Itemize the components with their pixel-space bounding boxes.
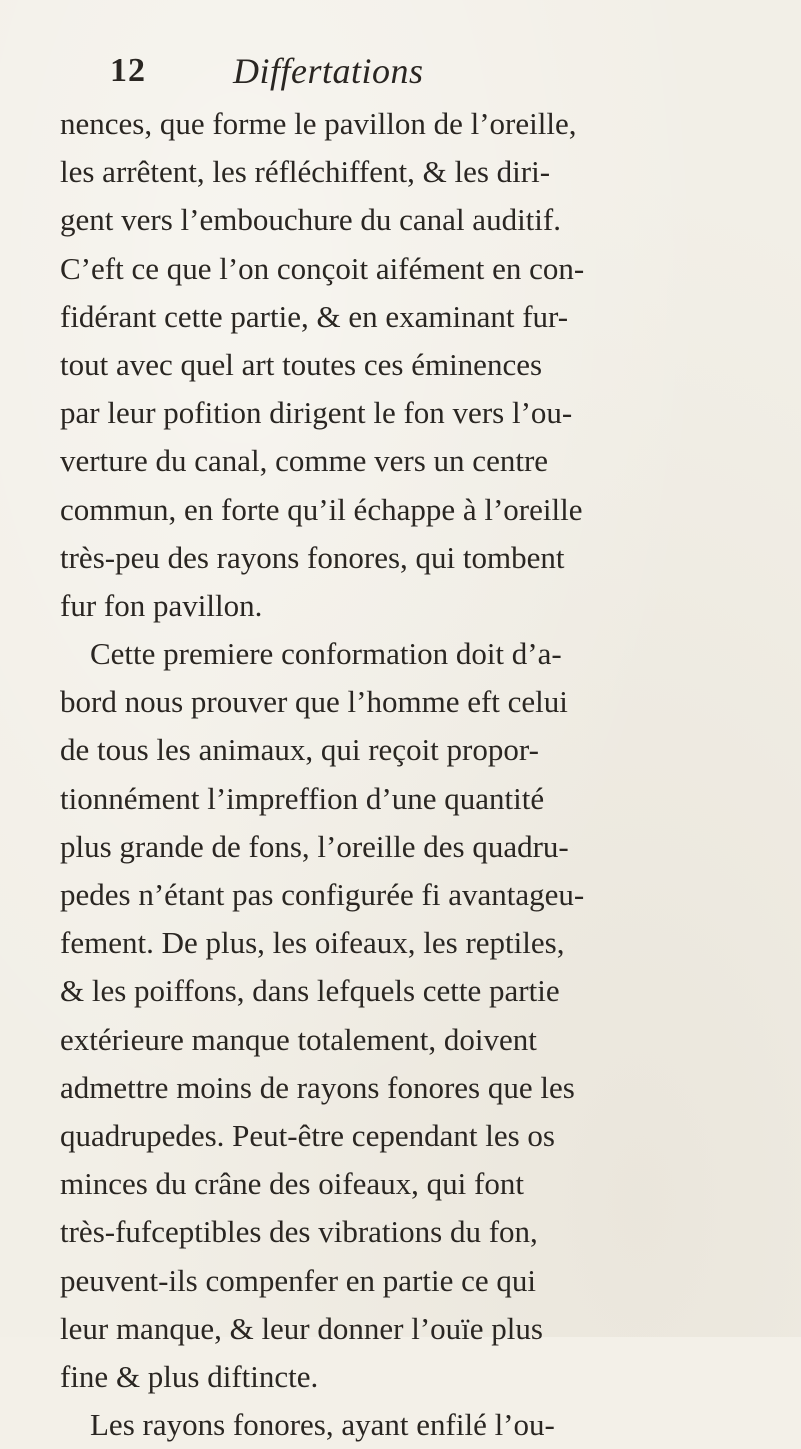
text-line: bord nous prouver que l’homme eft celui — [60, 684, 568, 720]
text-line: extérieure manque totalement, doivent — [60, 1021, 537, 1057]
text-line: très-fufceptibles des vibrations du fon, — [60, 1214, 538, 1250]
text-line: par leur pofition dirigent le fon vers l’ou- — [60, 395, 573, 431]
text-line: Les rayons fonores, ayant enfilé l’ou- — [90, 1407, 555, 1443]
text-line: les arrêtent, les réfléchiffent, & les diri- — [60, 154, 551, 190]
text-line: gent vers l’embouchure du canal auditif. — [60, 202, 561, 238]
text-line: très-peu des rayons fonores, qui tombent — [60, 539, 565, 575]
text-line: fine & plus diftincte. — [60, 1358, 319, 1394]
page-number: 12 — [110, 52, 146, 89]
text-line: fement. De plus, les oifeaux, les reptiles, — [60, 925, 565, 961]
text-line: commun, en forte qu’il échappe à l’oreille — [60, 491, 583, 527]
text-line: fidérant cette partie, & en examinant fur- — [60, 298, 569, 334]
text-line: tionnément l’impreffion d’une quantité — [60, 780, 545, 816]
text-line: nences, que forme le pavillon de l’oreille, — [60, 106, 577, 141]
text-line: tout avec quel art toutes ces éminences — [60, 346, 543, 382]
text-line: quadrupedes. Peut-être cependant les os — [60, 1117, 555, 1153]
running-title: Differtations — [233, 51, 424, 91]
body-text — [60, 100, 780, 1449]
text-line: C’eft ce que l’on conçoit aifément en con- — [60, 250, 585, 286]
text-line: fur fon pavillon. — [60, 587, 263, 623]
text-line: & les poiffons, dans lefquels cette partie — [60, 973, 560, 1009]
text-line: minces du crâne des oifeaux, qui font — [60, 1166, 524, 1202]
text-line: peuvent-ils compenfer en partie ce qui — [60, 1262, 536, 1298]
text-line: pedes n’étant pas configurée fi avantageu- — [60, 877, 585, 912]
text-line: verture du canal, comme vers un centre — [60, 443, 549, 479]
text-line: Cette premiere conformation doit d’a- — [90, 636, 562, 672]
text-line: plus grande de fons, l’oreille des quadru- — [60, 828, 569, 864]
page-header — [110, 50, 670, 100]
text-line: admettre moins de rayons fonores que les — [60, 1069, 575, 1105]
text-line: leur manque, & leur donner l’ouïe plus — [60, 1310, 543, 1346]
text-line: de tous les animaux, qui reçoit propor- — [60, 732, 539, 768]
